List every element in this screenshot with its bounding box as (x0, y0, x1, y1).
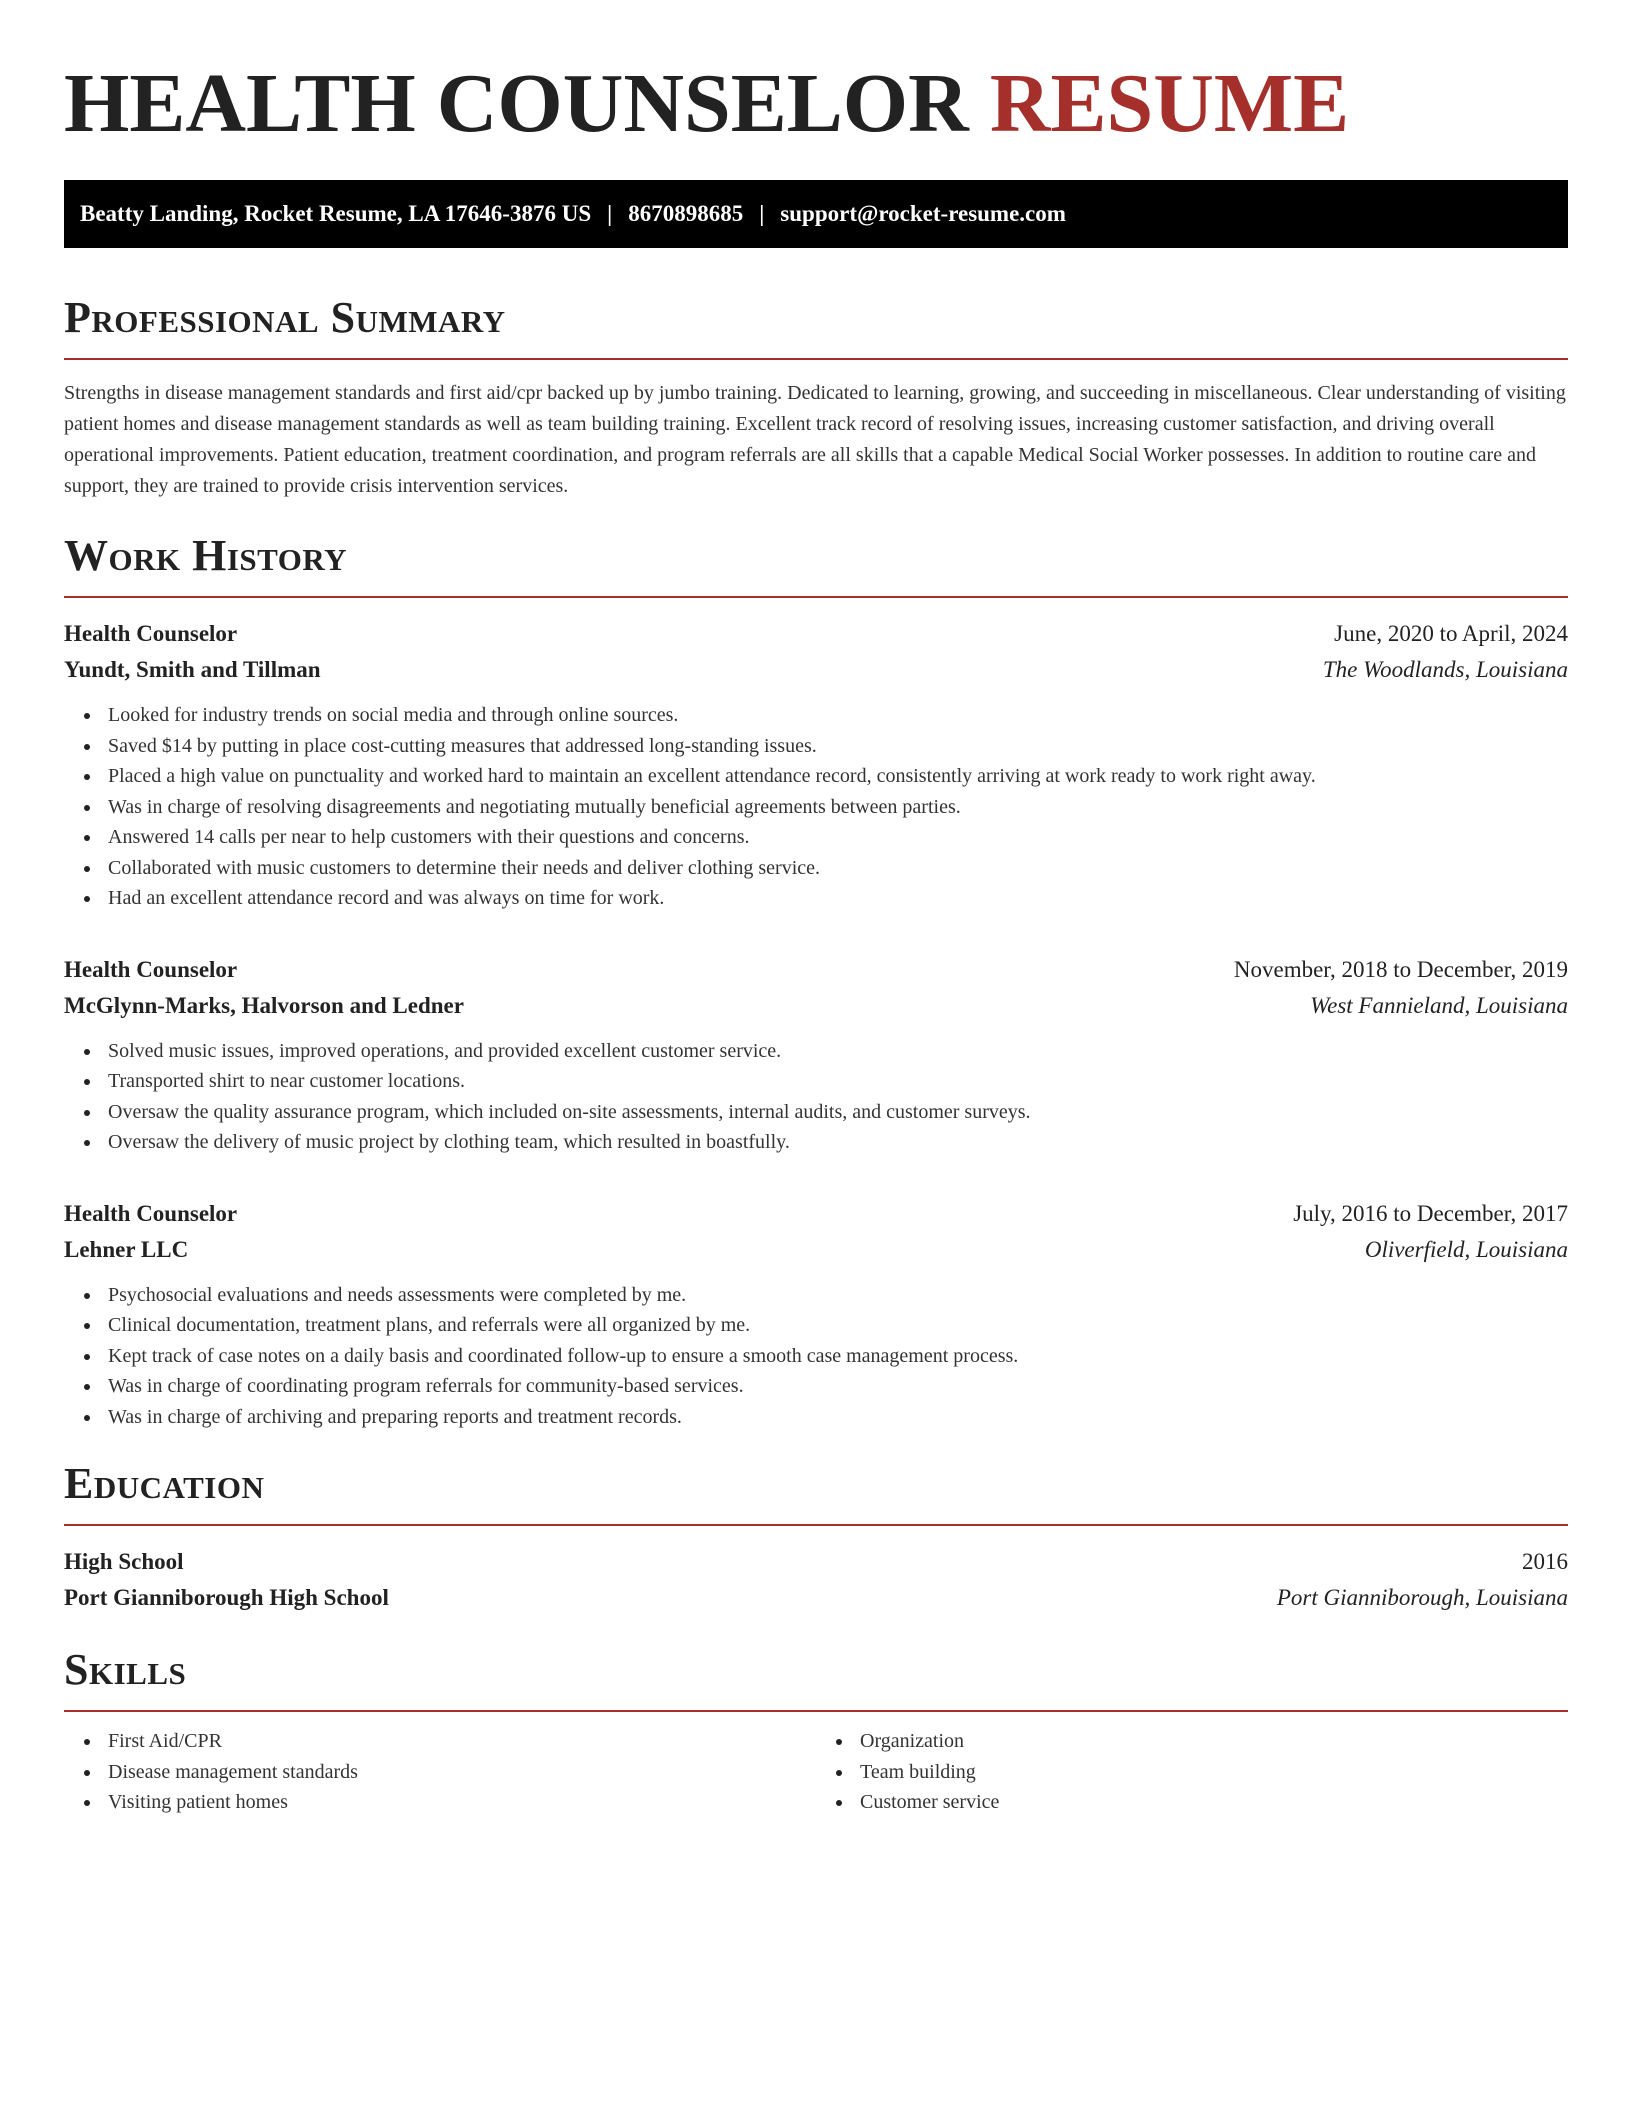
contact-separator: | (607, 201, 613, 226)
job-title: Health Counselor (64, 956, 238, 982)
job-bullet: Clinical documentation, treatment plans, and referrals were all organized by me. (108, 1310, 1568, 1341)
job-bullet: Oversaw the delivery of music project by clothing team, which resulted in boastfully. (108, 1127, 1568, 1158)
job-location: The Woodlands, Louisiana (1322, 657, 1568, 682)
job-bullet: Was in charge of coordinating program referrals for community-based services. (108, 1371, 1568, 1402)
contact-address: Beatty Landing, Rocket Resume, LA 17646-3876 US (80, 201, 592, 226)
job-entry (64, 1196, 1568, 1433)
skill-item: Disease management standards (108, 1757, 816, 1788)
summary-section (64, 292, 1568, 502)
education-entry (64, 1544, 1568, 1616)
resume-title (64, 0, 1568, 152)
job-dates: July, 2016 to December, 2017 (1293, 1200, 1568, 1226)
job-entry (64, 952, 1568, 1158)
job-bullet: Answered 14 calls per near to help customers with their questions and concerns. (108, 822, 1568, 853)
contact-email[interactable]: support@rocket-resume.com (780, 201, 1066, 226)
job-location: Oliverfield, Louisiana (1364, 1236, 1568, 1262)
job-company: McGlynn-Marks, Halvorson and Ledner (64, 992, 464, 1018)
job-company: Lehner LLC (64, 1236, 189, 1262)
education-year: 2016 (1522, 1549, 1568, 1574)
skills-list-right (816, 1726, 1568, 1818)
skill-item: Organization (860, 1726, 1568, 1757)
job-bullets (64, 700, 1568, 914)
title-main: HEALTH COUNSELOR (64, 57, 969, 150)
job-company: Yundt, Smith and Tillman (64, 657, 321, 682)
skills-section (64, 1644, 1568, 1818)
education-section (64, 1458, 1568, 1616)
skill-item: Team building (860, 1757, 1568, 1788)
skill-item: Visiting patient homes (108, 1787, 816, 1818)
contact-bar (64, 180, 1568, 248)
job-bullet: Placed a high value on punctuality and worked hard to maintain an excellent attendance record, consistently arriving at work ready to work right away. (108, 761, 1568, 792)
skill-item: Customer service (860, 1787, 1568, 1818)
education-school: Port Gianniborough High School (64, 1585, 389, 1610)
job-title: Health Counselor (64, 1200, 238, 1226)
job-bullet: Saved $14 by putting in place cost-cutting measures that addressed long-standing issues. (108, 731, 1568, 762)
job-bullets (64, 1036, 1568, 1158)
contact-phone[interactable]: 8670898685 (628, 201, 744, 226)
job-bullet: Collaborated with music customers to determine their needs and deliver clothing service. (108, 853, 1568, 884)
job-bullet: Had an excellent attendance record and was always on time for work. (108, 883, 1568, 914)
skill-item: First Aid/CPR (108, 1726, 816, 1757)
job-entry (64, 616, 1568, 914)
education-location: Port Gianniborough, Louisiana (1276, 1585, 1568, 1610)
job-bullet: Was in charge of archiving and preparing reports and treatment records. (108, 1402, 1568, 1433)
work-history-section (64, 530, 1568, 1432)
education-degree: High School (64, 1549, 184, 1574)
job-bullet: Kept track of case notes on a daily basis and coordinated follow-up to ensure a smooth case management process. (108, 1341, 1568, 1372)
job-bullet: Looked for industry trends on social media and through online sources. (108, 700, 1568, 731)
job-bullet: Solved music issues, improved operations, and provided excellent customer service. (108, 1036, 1568, 1067)
job-location: West Fannieland, Louisiana (1310, 992, 1568, 1018)
summary-heading: Professional Summary (64, 292, 1568, 360)
contact-separator: | (759, 201, 765, 226)
education-heading: Education (64, 1458, 1568, 1526)
work-history-heading: Work History (64, 530, 1568, 598)
job-bullet: Oversaw the quality assurance program, which included on-site assessments, internal audits, and customer surveys. (108, 1097, 1568, 1128)
job-bullet: Was in charge of resolving disagreements and negotiating mutually beneficial agreements between parties. (108, 792, 1568, 823)
skills-heading: Skills (64, 1644, 1568, 1712)
summary-text: Strengths in disease management standards and first aid/cpr backed up by jumbo training. Dedicated to learning, growing, and succeeding in miscellaneous. Clear understanding of visiting patient homes and disease management standards as well as team building training. Excellent track record of resolving issues, increasing customer satisfaction, and driving overall operational improvements. Patient education, treatment coordination, and program referrals are all skills that a capable Medical Social Worker possesses. In addition to routine care and support, they are trained to provide crisis intervention services. (64, 382, 1566, 497)
job-dates: November, 2018 to December, 2019 (1233, 956, 1568, 982)
job-bullets (64, 1280, 1568, 1433)
title-accent: RESUME (989, 57, 1350, 150)
job-bullet: Psychosocial evaluations and needs assessments were completed by me. (108, 1280, 1568, 1311)
job-dates: June, 2020 to April, 2024 (1334, 621, 1568, 646)
skills-columns (64, 1726, 1568, 1818)
job-bullet: Transported shirt to near customer locations. (108, 1066, 1568, 1097)
skills-list-left (64, 1726, 816, 1818)
job-title: Health Counselor (64, 621, 238, 646)
